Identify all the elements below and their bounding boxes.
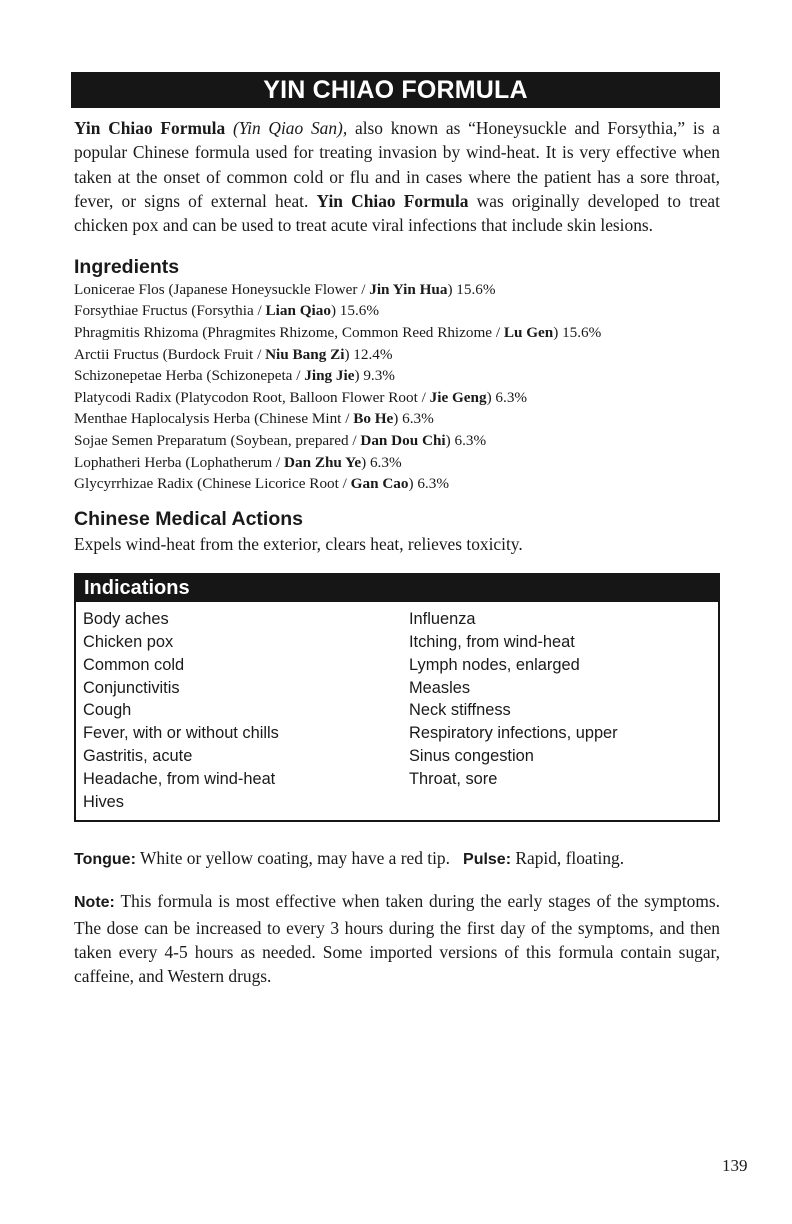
formula-name-2: Yin Chiao Formula bbox=[316, 190, 469, 211]
ingredient-percent: ) 6.3% bbox=[445, 432, 487, 450]
intro-text-2: was originally developed to treat chicken pox and can be used to treat acute viral infections that include skin lesions. bbox=[74, 190, 720, 236]
ingredient-pinyin: Lian Qiao bbox=[265, 302, 331, 320]
ingredient-item bbox=[74, 452, 720, 474]
indications-box bbox=[74, 573, 720, 822]
indication-item: Sinus congestion bbox=[409, 747, 534, 766]
ingredient-item bbox=[74, 300, 720, 322]
indication-item: Chicken pox bbox=[83, 632, 174, 651]
indications-right-column bbox=[409, 608, 709, 814]
ingredient-pinyin: Jin Yin Hua bbox=[369, 280, 448, 298]
ingredients-heading: Ingredients bbox=[74, 255, 180, 278]
indication-item: Throat, sore bbox=[409, 770, 498, 789]
ingredient-pinyin: Lu Gen bbox=[503, 324, 554, 342]
formula-name: Yin Chiao Formula bbox=[74, 118, 226, 138]
indication-item: Headache, from wind-heat bbox=[83, 770, 276, 789]
medical-actions-text: Expels wind-heat from the exterior, clears heat, relieves toxicity. bbox=[74, 533, 523, 554]
ingredient-item bbox=[74, 408, 720, 430]
ingredient-item bbox=[74, 322, 720, 344]
ingredients-section bbox=[74, 255, 720, 495]
ingredient-percent: ) 15.6% bbox=[447, 280, 496, 298]
indications-left-column bbox=[83, 608, 409, 814]
indication-item: Body aches bbox=[83, 609, 169, 628]
ingredient-pinyin: Jie Geng bbox=[429, 388, 487, 406]
pinyin-name: (Yin Qiao San), bbox=[232, 118, 348, 138]
medical-actions-section bbox=[74, 507, 720, 556]
medical-actions-heading: Chinese Medical Actions bbox=[74, 507, 304, 530]
note-paragraph bbox=[74, 889, 720, 988]
pulse-label: Pulse: bbox=[463, 850, 512, 868]
indications-columns bbox=[76, 602, 718, 820]
ingredient-latin: Menthae Haplocalysis Herba (Chinese Mint / bbox=[74, 410, 354, 428]
ingredient-pinyin: Gan Cao bbox=[350, 475, 409, 493]
indication-item: Common cold bbox=[83, 655, 185, 674]
ingredient-percent: ) 12.4% bbox=[344, 345, 393, 363]
ingredient-latin: Schizonepetae Herba (Schizonepeta / bbox=[74, 367, 305, 385]
ingredient-latin: Sojae Semen Preparatum (Soybean, prepared / bbox=[74, 432, 361, 450]
indications-heading: Indications bbox=[76, 575, 718, 602]
formula-title: YIN CHIAO FORMULA bbox=[71, 72, 720, 108]
ingredient-pinyin: Dan Zhu Ye bbox=[284, 453, 362, 471]
indication-item: Lymph nodes, enlarged bbox=[409, 655, 580, 674]
ingredient-pinyin: Niu Bang Zi bbox=[265, 345, 345, 363]
ingredient-latin: Platycodi Radix (Platycodon Root, Balloon Flower Root / bbox=[74, 388, 430, 406]
ingredient-percent: ) 6.3% bbox=[486, 388, 528, 406]
ingredient-latin: Phragmitis Rhizoma (Phragmites Rhizome, Common Reed Rhizome / bbox=[74, 324, 504, 342]
ingredient-latin: Forsythiae Fructus (Forsythia / bbox=[74, 302, 266, 320]
ingredient-percent: ) 15.6% bbox=[553, 324, 602, 342]
ingredient-percent: ) 6.3% bbox=[393, 410, 434, 428]
ingredient-latin: Arctii Fructus (Burdock Fruit / bbox=[74, 345, 266, 363]
ingredient-item bbox=[74, 365, 720, 387]
ingredients-list bbox=[74, 279, 720, 495]
ingredient-pinyin: Jing Jie bbox=[304, 367, 355, 385]
note-label: Note: bbox=[74, 894, 115, 912]
intro-text-1: also known as “Honeysuckle and Forsythia,” is a popular Chinese formula used for treating invasion by wind-heat. It is very effective when taken at the onset of common cold or flu and in cases where the patient has a sore throat, fever, or signs of external heat. bbox=[74, 118, 720, 211]
note-text: This formula is most effective when taken during the early stages of the symptoms. The dose can be increased to every 3 hours during the first day of the symptoms, and then taken every 4-5 hours as needed. Some imported versions of this formula contain sugar, caffeine, and Western drugs. bbox=[74, 891, 720, 987]
indication-item: Hives bbox=[83, 793, 124, 812]
indication-item: Influenza bbox=[409, 609, 476, 628]
indication-item: Conjunctivitis bbox=[83, 678, 180, 697]
ingredient-latin: Lonicerae Flos (Japanese Honeysuckle Flower / bbox=[74, 280, 370, 298]
ingredient-latin: Lophatheri Herba (Lophatherum / bbox=[74, 453, 285, 471]
page-number: 139 bbox=[722, 1156, 748, 1175]
page-content bbox=[74, 72, 720, 1006]
indication-item: Cough bbox=[83, 701, 132, 720]
indication-item: Respiratory infections, upper bbox=[409, 724, 618, 743]
ingredient-latin: Glycyrrhizae Radix (Chinese Licorice Root / bbox=[74, 475, 351, 493]
tongue-text: White or yellow coating, may have a red tip. bbox=[135, 847, 450, 868]
indication-item: Neck stiffness bbox=[409, 701, 511, 720]
ingredient-item bbox=[74, 279, 720, 301]
ingredient-item bbox=[74, 473, 720, 495]
indication-item: Itching, from wind-heat bbox=[409, 632, 575, 651]
ingredient-pinyin: Dan Dou Chi bbox=[360, 432, 446, 450]
ingredient-percent: ) 6.3% bbox=[361, 453, 402, 471]
pulse-text: Rapid, floating. bbox=[511, 847, 625, 868]
ingredient-percent: ) 9.3% bbox=[354, 367, 395, 385]
intro-paragraph bbox=[74, 116, 720, 237]
ingredient-pinyin: Bo He bbox=[353, 410, 394, 428]
indication-item: Fever, with or without chills bbox=[83, 724, 279, 743]
tongue-pulse-line bbox=[74, 846, 720, 872]
tongue-label: Tongue: bbox=[74, 850, 136, 868]
ingredient-percent: ) 6.3% bbox=[408, 475, 449, 493]
indication-item: Gastritis, acute bbox=[83, 747, 193, 766]
ingredient-item bbox=[74, 430, 720, 452]
indication-item: Measles bbox=[409, 678, 471, 697]
ingredient-percent: ) 15.6% bbox=[330, 302, 380, 320]
ingredient-item bbox=[74, 344, 720, 366]
ingredient-item bbox=[74, 387, 720, 409]
